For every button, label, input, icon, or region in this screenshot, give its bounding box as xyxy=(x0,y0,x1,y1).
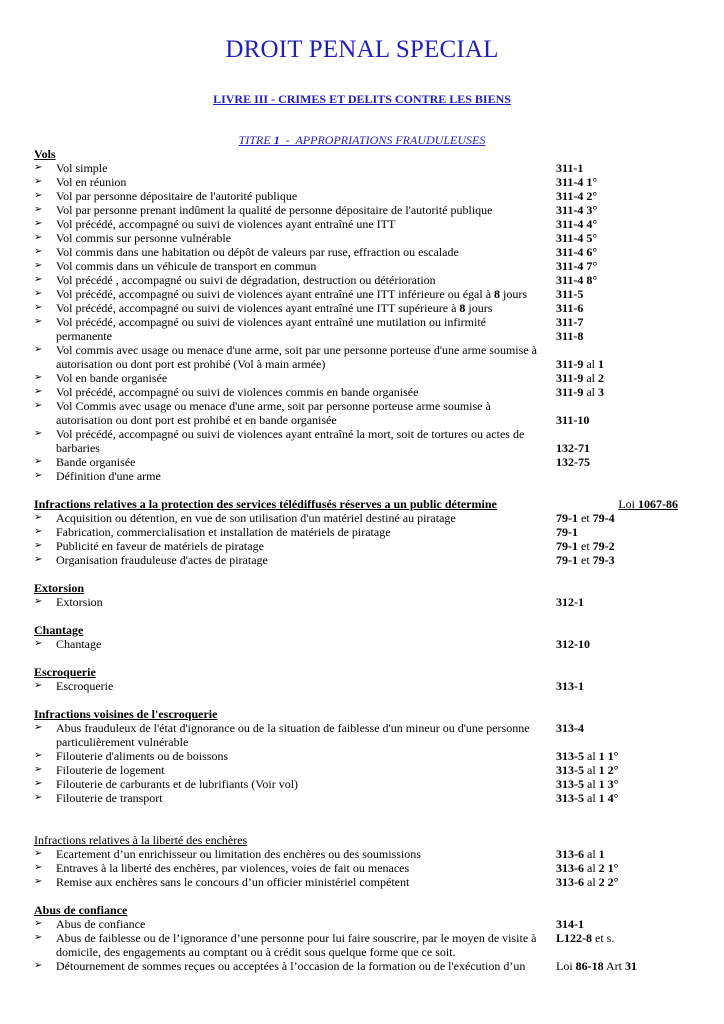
arrow-bullet-icon: ➢ xyxy=(34,260,43,271)
list-item: ➢ Abus de confiance 314-1 xyxy=(34,917,584,931)
section-heading: Escroquerie xyxy=(34,665,96,679)
arrow-bullet-icon: ➢ xyxy=(34,638,43,649)
list-item: ➢ Détournement de sommes reçues ou acceptées à l’occasion de la formation ou de l'exécution d’un Loi 86-18 Art 31 xyxy=(34,959,638,973)
list-item: ➢ Vol commis avec usage ou menace d'une arme, soit par une personne porteuse d'une arme soumise à autorisation ou dont port est prohibé (Vol à main armée) 311-9 al 1 xyxy=(34,343,605,371)
section-heading: Infractions relatives a la protection des services télédiffusés réserves a un public détermine Loi 1067-86 xyxy=(34,497,678,511)
arrow-bullet-icon: ➢ xyxy=(34,764,43,775)
arrow-bullet-icon: ➢ xyxy=(34,792,43,803)
list-item: ➢ Vol commis dans une habitation ou dépôt de valeurs par ruse, effraction ou escalade 311-4 6° xyxy=(34,245,598,259)
arrow-bullet-icon: ➢ xyxy=(34,456,43,467)
section-encheres xyxy=(34,833,694,889)
list-item: ➢ Vol Commis avec usage ou menace d'une arme, soit par personne porteuse arme soumise à autorisation ou dont port est prohibé et en bande organisée 311-10 xyxy=(34,399,590,427)
arrow-bullet-icon: ➢ xyxy=(34,540,43,551)
list-item: ➢ Vol précédé, accompagné ou suivi de violences commis en bande organisée 311-9 al 3 xyxy=(34,385,605,399)
arrow-bullet-icon: ➢ xyxy=(34,722,43,733)
section-extorsion xyxy=(34,581,694,609)
arrow-bullet-icon: ➢ xyxy=(34,302,43,313)
arrow-bullet-icon: ➢ xyxy=(34,218,43,229)
list-item: ➢ Abus frauduleux de l'état d'ignorance ou de la situation de faiblesse d'un mineur ou d'une personne particulièrement vulnérable 313-4 xyxy=(34,721,584,749)
list-item: ➢ Vol en réunion 311-4 1° xyxy=(34,175,598,189)
list-item: ➢ Définition d'une arme xyxy=(34,469,161,483)
arrow-bullet-icon: ➢ xyxy=(34,554,43,565)
list-item: ➢ Chantage 312-10 xyxy=(34,637,590,651)
list-item: ➢ Filouterie de transport 313-5 al 1 4° xyxy=(34,791,619,805)
arrow-bullet-icon: ➢ xyxy=(34,316,43,327)
arrow-bullet-icon: ➢ xyxy=(34,680,43,691)
list-item: ➢ Ecartement d’un enrichisseur ou limitation des enchères ou des soumissions 313-6 al 1 xyxy=(34,847,605,861)
section-heading: Infractions relatives à la liberté des enchères xyxy=(34,833,248,847)
arrow-bullet-icon: ➢ xyxy=(34,512,43,523)
arrow-bullet-icon: ➢ xyxy=(34,876,43,887)
section-vols xyxy=(34,147,694,483)
arrow-bullet-icon: ➢ xyxy=(34,246,43,257)
arrow-bullet-icon: ➢ xyxy=(34,470,43,481)
section-abus xyxy=(34,903,694,973)
arrow-bullet-icon: ➢ xyxy=(34,932,43,943)
section-voisines xyxy=(34,707,694,805)
arrow-bullet-icon: ➢ xyxy=(34,372,43,383)
arrow-bullet-icon: ➢ xyxy=(34,232,43,243)
section-heading: Extorsion xyxy=(34,581,85,595)
livre-heading: LIVRE III - CRIMES ET DELITS CONTRE LES BIENS xyxy=(213,92,511,106)
arrow-bullet-icon: ➢ xyxy=(34,386,43,397)
list-item: ➢ Abus de faiblesse ou de l’ignorance d’une personne pour lui faire souscrire, par le moyen de visite à domicile, des engagements au comptant ou à crédit sous quelque forme que ce soit. L122-8 et s. xyxy=(34,931,615,959)
list-item: ➢ Filouterie d'aliments ou de boissons 313-5 al 1 1° xyxy=(34,749,619,763)
section-ref: Loi 1067-86 xyxy=(618,497,678,511)
list-item: ➢ Vol précédé, accompagné ou suivi de violences ayant entraîné une ITT 311-4 4° xyxy=(34,217,598,231)
list-item: ➢ Vol par personne dépositaire de l'autorité publique 311-4 2° xyxy=(34,189,598,203)
list-item: ➢ Vol par personne prenant indûment la qualité de personne dépositaire de l'autorité publique 311-4 3° xyxy=(34,203,598,217)
arrow-bullet-icon: ➢ xyxy=(34,778,43,789)
section-heading: Chantage xyxy=(34,623,84,637)
document-body xyxy=(34,147,694,973)
arrow-bullet-icon: ➢ xyxy=(34,176,43,187)
section-heading: Abus de confiance xyxy=(34,903,128,917)
list-item: ➢ Vol précédé, accompagné ou suivi de violences ayant entraîné une mutilation ou infirmité permanente 311-7 311-8 xyxy=(34,315,584,343)
list-item: ➢ Remise aux enchères sans le concours d’un officier ministériel compétent 313-6 al 2 2° xyxy=(34,875,619,889)
arrow-bullet-icon: ➢ xyxy=(34,190,43,201)
arrow-bullet-icon: ➢ xyxy=(34,428,43,439)
list-item: ➢ Escroquerie 313-1 xyxy=(34,679,584,693)
list-item: ➢ Vol précédé, accompagné ou suivi de violences ayant entraîné la mort, soit de tortures ou actes de barbaries 132-71 xyxy=(34,427,590,455)
list-item: ➢ Filouterie de logement 313-5 al 1 2° xyxy=(34,763,619,777)
arrow-bullet-icon: ➢ xyxy=(34,862,43,873)
list-item: ➢ Vol précédé, accompagné ou suivi de violences ayant entraîné une ITT inférieure ou égal à 8 jours 311-5 xyxy=(34,287,584,301)
list-item: ➢ Vol simple 311-1 xyxy=(34,161,584,175)
list-item: ➢ Vol en bande organisée 311-9 al 2 xyxy=(34,371,605,385)
list-item: ➢ Vol précédé, accompagné ou suivi de violences ayant entraîné une ITT supérieure à 8 jours 311-6 xyxy=(34,301,584,315)
arrow-bullet-icon: ➢ xyxy=(34,344,43,355)
list-item: ➢ Vol commis dans un véhicule de transport en commun 311-4 7° xyxy=(34,259,598,273)
arrow-bullet-icon: ➢ xyxy=(34,918,43,929)
section-teledif xyxy=(34,497,694,567)
list-item: ➢ Organisation frauduleuse d'actes de piratage 79-1 et 79-3 xyxy=(34,553,615,567)
arrow-bullet-icon: ➢ xyxy=(34,274,43,285)
section-heading: Vols xyxy=(34,147,56,161)
list-item: ➢ Vol précédé , accompagné ou suivi de dégradation, destruction ou détérioration 311-4 8° xyxy=(34,273,598,287)
list-item: ➢ Entraves à la liberté des enchères, par violences, voies de fait ou menaces 313-6 al 2 1° xyxy=(34,861,619,875)
section-heading: Infractions voisines de l'escroquerie xyxy=(34,707,218,721)
list-item: ➢ Vol commis sur personne vulnérable 311-4 5° xyxy=(34,231,598,245)
section-chantage xyxy=(34,623,694,651)
arrow-bullet-icon: ➢ xyxy=(34,162,43,173)
arrow-bullet-icon: ➢ xyxy=(34,596,43,607)
list-item: ➢ Fabrication, commercialisation et installation de matériels de piratage 79-1 xyxy=(34,525,578,539)
arrow-bullet-icon: ➢ xyxy=(34,848,43,859)
list-item: ➢ Bande organisée 132-75 xyxy=(34,455,590,469)
arrow-bullet-icon: ➢ xyxy=(34,204,43,215)
section-escroquerie xyxy=(34,665,694,693)
arrow-bullet-icon: ➢ xyxy=(34,526,43,537)
list-item: ➢ Extorsion 312-1 xyxy=(34,595,584,609)
page-title: DROIT PENAL SPECIAL xyxy=(225,36,499,63)
arrow-bullet-icon: ➢ xyxy=(34,750,43,761)
list-item: ➢ Publicité en faveur de matériels de piratage 79-1 et 79-2 xyxy=(34,539,615,553)
arrow-bullet-icon: ➢ xyxy=(34,960,43,971)
arrow-bullet-icon: ➢ xyxy=(34,288,43,299)
arrow-bullet-icon: ➢ xyxy=(34,400,43,411)
list-item: ➢ Filouterie de carburants et de lubrifiants (Voir vol) 313-5 al 1 3° xyxy=(34,777,619,791)
titre-heading: TITRE 1 - APPROPRIATIONS FRAUDULEUSES xyxy=(238,133,486,147)
list-item: ➢ Acquisition ou détention, en vue de son utilisation d'un matériel destiné au piratage 79-1 et 79-4 xyxy=(34,511,615,525)
